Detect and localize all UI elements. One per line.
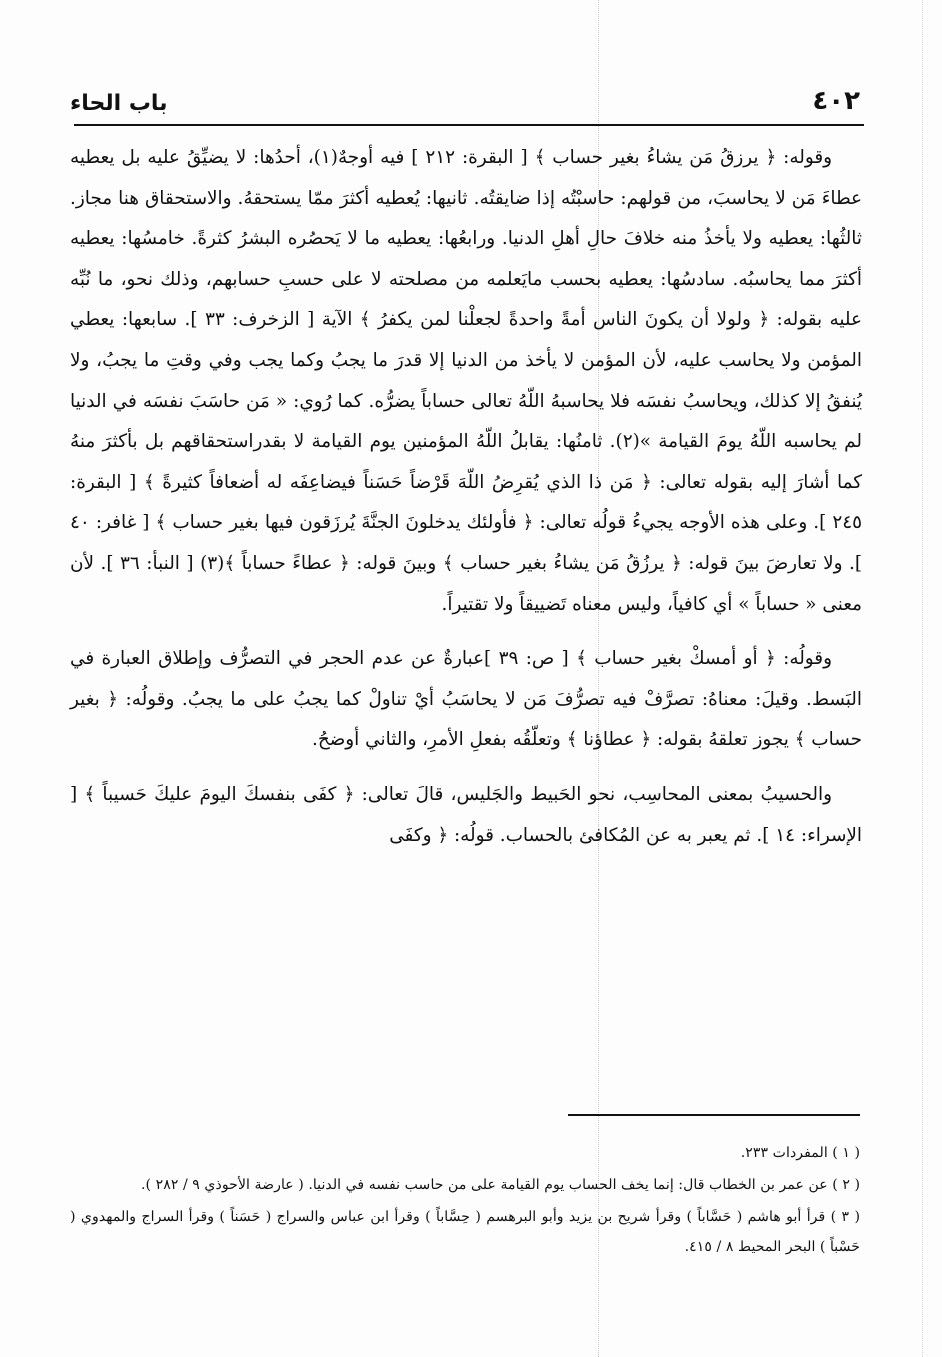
footnotes: [70, 1138, 860, 1262]
page-number: ٤٠٢: [812, 86, 860, 116]
main-text: [70, 138, 862, 856]
footnote-1: ( ١ ) المفردات ٢٣٣.: [740, 1145, 860, 1161]
paragraph-yarzuqu: وقوله: ﴿ يرزقُ مَن يشاءُ بغير حساب ﴾ [ البقرة: ٢١٢ ] فيه أوجهٌ(١)، أحدُها: لا يضيِّقُ عليه بل يعطيه عطاءَ مَن لا يحاسبَ، من قولهم: حاسبْتُه إذا ضايقتُه. ثانيها: يُعطيه أكثرَ ممّا يستحقهُ. والاستحقاق هنا مجاز. ثالثُها: يعطيه ولا يأخذُ منه خلافَ حالِ أهلِ الدنيا. ورابعُها: يعطيه ما لا يَحصُره البشرُ كثرةً. خامسُها: يعطيه أكثرَ مما يحاسبُه. سادسُها: يعطيه بحسب مايَعلمه من مصلحته لا على حسبِ حسابهم، وذلك نحو، ما نُبِّه عليه بقوله: ﴿ ولولا أن يكونَ الناس أمةً واحدةً لجعلْنا لمن يكفرُ ﴾ الآية [ الزخرف: ٣٣ ]. سابعها: يعطي المؤمن ولا يحاسب عليه، لأن المؤمن لا يأخذ من الدنيا إلا قدرَ ما يجبُ وكما يجب وفي وقتِ ما يجبُ، ولا يُنفقُ إلا كذلك، ويحاسبُ نفسَه فلا يحاسبهُ اللّهُ تعالى حساباً يضرُّه. كما رُوي: « مَن حاسَبَ نفسَه في الدنيا لم يحاسبه اللّهُ يومَ القيامة »(٢). ثامنُها: يقابلُ اللّهُ المؤمنين يوم القيامة لا بقدراستحقاقهم بل بأكثرَ منهُ كما أشارَ إليه بقوله تعالى: ﴿ مَن ذا الذي يُقرِضُ اللّهَ قَرْضاً حَسَناً فيضاعِفَه له أضعافاً كثيرةً ﴾ [ البقرة: ٢٤٥ ]. وعلى هذه الأوجه يجيءُ قولُه تعالى: ﴿ فأولئك يدخلونَ الجنَّةَ يُرزَقون فيها بغير حساب ﴾ [ غافر: ٤٠ ]. ولا تعارضَ بينَ قوله: ﴿ يرزُقُ مَن يشاءُ بغير حساب ﴾ وبينَ قوله: ﴿ عطاءً حساباً ﴾(٣) [ النبأ: ٣٦ ]. لأن معنى « حساباً » أي كافياً، وليس معناه تَضييقاً ولا تقتيراً.: [70, 147, 862, 615]
running-title: باب الحاء: [70, 91, 168, 116]
scan-edge-line: [922, 0, 923, 1357]
footnote-rule: [568, 1114, 860, 1116]
paragraph-hasib: والحسيبُ بمعنى المحاسِب، نحو الحَبيط والجَليس، قالَ تعالى: ﴿ كفَى بنفسكَ اليومَ عليكَ حَسيباً ﴾ [ الإسراء: ١٤ ]. ثم يعبر به عن المُكافئ بالحساب. قولُه: ﴿ وكفَى: [70, 783, 862, 846]
footnote-2: ( ٢ ) عن عمر بن الخطاب قال: إنما يخف الحساب يوم القيامة على من حاسب نفسه في الدنيا. ( عارضة الأحوذي ٩ / ٢٨٢ ).: [141, 1177, 860, 1193]
header-rule: [74, 124, 864, 126]
footnote-3: ( ٣ ) قرأ أبو هاشم ( حَسَّاباً ) وقرأ شريح بن يزيد وأبو البرهسم ( حِسَّاباً ) وقرأ ابن عباس والسراج ( حَسَناً ) وقرأ السراج والمهدوي ( حَسْباً ) البحر المحيط ٨ / ٤١٥.: [70, 1209, 861, 1255]
paragraph-amsik: وقولُه: ﴿ أو أمسكْ بغير حساب ﴾ [ ص: ٣٩ ]عبارةٌ عن عدم الحجر في التصرُّف وإطلاق العبارة في البَسط. وقيلَ: معناهُ: تصرَّفْ فيه تصرُّفَ مَن لا يحاسَبُ أيْ تناولْ كما يجبُ على ما يجبُ. وقولُه: ﴿ بغير حساب ﴾ يجوز تعلقهُ بقوله: ﴿ عطاؤنا ﴾ وتعلّقُه بفعلِ الأمرِ، والثاني أوضحُ.: [70, 648, 862, 751]
page-header: [70, 72, 860, 116]
